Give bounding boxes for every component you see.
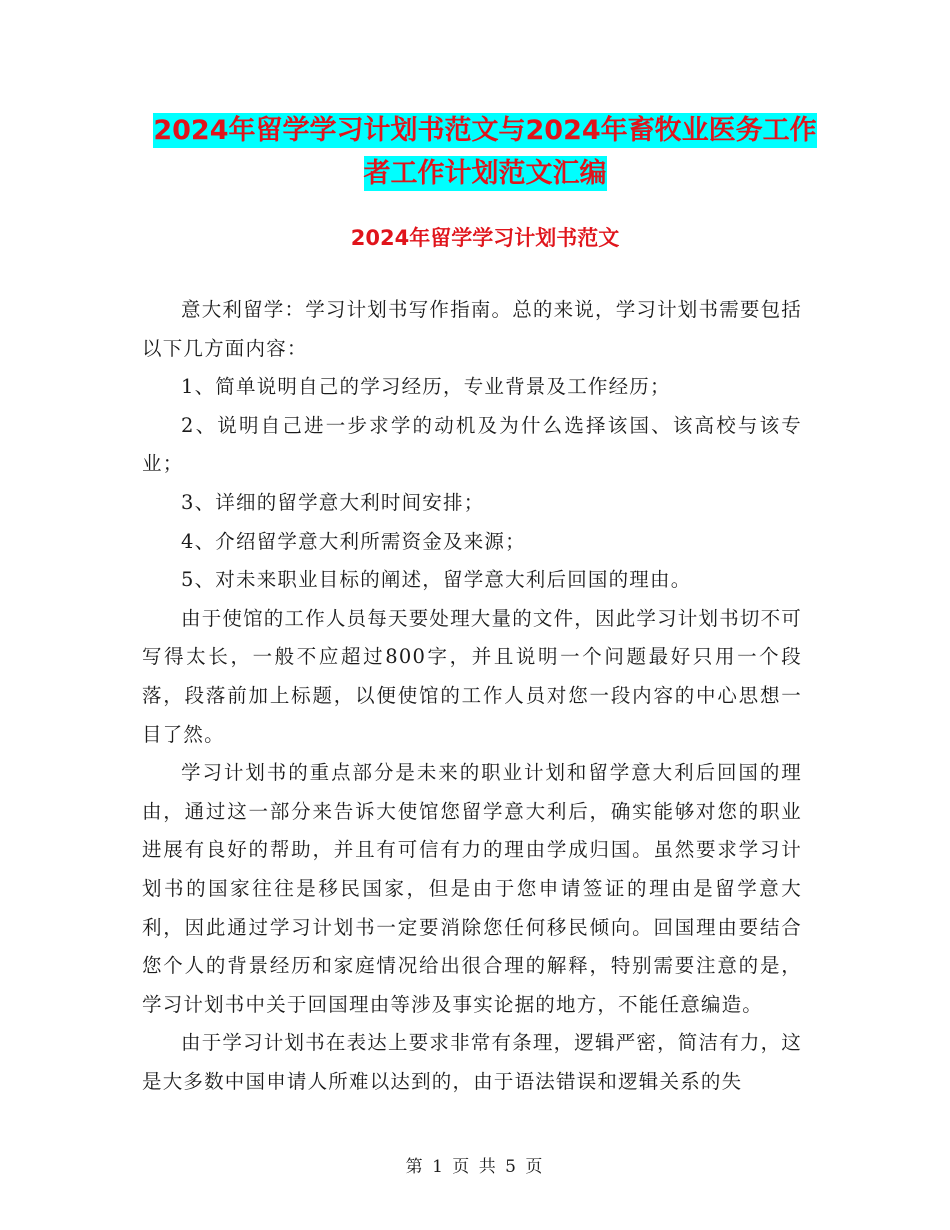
paragraph: 意大利留学：学习计划书写作指南。总的来说，学习计划书需要包括以下几方面内容： (142, 298, 803, 360)
paragraph: 由于使馆的工作人员每天要处理大量的文件，因此学习计划书切不可写得太长，一般不应超过800字，并且说明一个问题最好只用一个段落，段落前加上标题，以便使馆的工作人员对您一段内容的中心思想一目了然。 (142, 606, 803, 746)
paragraph: 由于学习计划书在表达上要求非常有条理，逻辑严密，简洁有力，这是大多数中国申请人所难以达到的，由于语法错误和逻辑关系的失 (142, 1031, 803, 1093)
section-title: 2024年留学学习计划书范文 (350, 226, 620, 250)
paragraph: 3、详细的留学意大利时间安排； (181, 490, 485, 514)
paragraph: 5、对未来职业目标的阐述，留学意大利后回国的理由。 (181, 568, 692, 592)
paragraph: 4、介绍留学意大利所需资金及来源； (181, 529, 526, 553)
paragraph: 2、说明自己进一步求学的动机及为什么选择该国、该高校与该专业； (142, 413, 802, 476)
document-title-highlight-1: 2024年留学学习计划书范文与2024年畜牧业医务工作 (153, 115, 817, 146)
page-footer: 第 1 页 共 5 页 (405, 1157, 545, 1177)
document-title-highlight-2: 者工作计划范文汇编 (363, 158, 607, 189)
document-body (142, 291, 802, 1101)
document-title-line-1 (140, 107, 830, 155)
document-title-line-2 (140, 150, 830, 198)
paragraph: 学习计划书的重点部分是未来的职业计划和留学意大利后回国的理由，通过这一部分来告诉大使馆您留学意大利后，确实能够对您的职业进展有良好的帮助，并且有可信有力的理由学成归国。虽然要求学习计划书的国家往往是移民国家，但是由于您申请签证的理由是留学意大利，因此通过学习计划书一定要消除您任何移民倾向。回国理由要结合您个人的背景经历和家庭情况给出很合理的解释，特别需要注意的是，学习计划书中关于回国理由等涉及事实论据的地方，不能任意编造。 (142, 761, 802, 1016)
paragraph: 1、简单说明自己的学习经历，专业背景及工作经历； (181, 375, 671, 399)
